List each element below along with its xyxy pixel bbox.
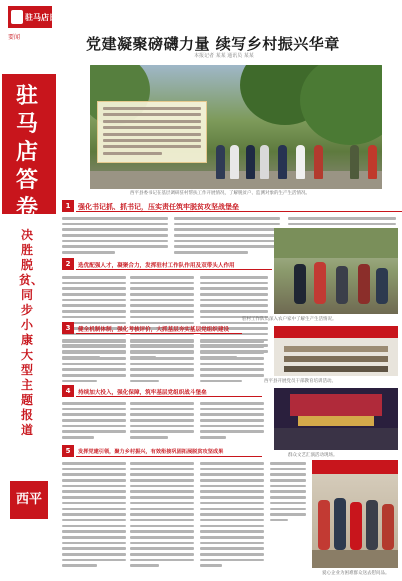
section-header-5 <box>62 445 262 457</box>
section-number: 5 <box>62 445 74 457</box>
text-column <box>200 402 264 442</box>
section-title: 强化书记抓、抓书记，压实责任筑牢脱贫攻坚战堡垒 <box>78 203 239 211</box>
side-photo-caption: 群众文艺汇演活动现场。 <box>288 453 338 458</box>
donation-photo <box>312 460 398 568</box>
text-column <box>200 462 264 570</box>
section-title: 发挥党建引领，聚力乡村振兴，有效衔接巩固拓展脱贫攻坚成果 <box>78 449 224 455</box>
newspaper-logo <box>8 6 65 28</box>
section-number: 3 <box>62 322 74 334</box>
logo-text: 驻马店日报 <box>25 13 65 22</box>
text-column <box>130 402 194 442</box>
section-number: 4 <box>62 385 74 397</box>
section-title: 持续加大投入，强化保障，筑牢基层党组织战斗堡垒 <box>78 390 207 396</box>
text-column <box>62 340 126 386</box>
text-column <box>174 217 280 257</box>
hero-caption: 西平县委书记在基层调研驻村帮扶工作开展情况，了解脱贫户、监测对象的生产生活情况。 <box>130 191 310 196</box>
county-stamp: 西平县 <box>10 481 48 519</box>
logo-mark-icon <box>11 10 23 24</box>
text-column <box>130 462 194 570</box>
section-number: 2 <box>62 258 74 270</box>
section-title: 选优配强人才，凝聚合力，发挥驻村工作队作用及双带头人作用 <box>78 263 235 269</box>
side-photo-caption: 爱心企业为困难群众送去慰问品。 <box>322 571 390 576</box>
section-header-1 <box>62 200 402 212</box>
page-tag: 要闻 <box>8 34 21 41</box>
side-photo-caption: 驻村工作队员深入农户家中了解生产生活情况。 <box>242 317 337 322</box>
farm-visit-photo <box>274 228 398 314</box>
section-header-2 <box>62 258 272 270</box>
text-column <box>62 217 168 257</box>
main-content <box>60 0 402 581</box>
training-meeting-photo <box>274 326 398 376</box>
section-header-4 <box>62 385 262 397</box>
stage-performance-photo <box>274 388 398 450</box>
section-title: 健全机制体制，强化考核评价，大抓基层夯实基层党组织建设 <box>78 327 230 333</box>
series-subtitle: 决胜脱贫、同步小康大型主题报道 <box>19 228 44 437</box>
section-header-3 <box>62 322 242 334</box>
article-headline: 党建凝聚磅礴力量 续写乡村振兴华章 <box>86 35 340 53</box>
text-column <box>200 340 264 386</box>
series-title: 驻马店答卷 <box>15 83 38 221</box>
text-column <box>130 340 194 386</box>
side-photo-caption: 西平县开展党员干部教育培训活动。 <box>264 379 336 384</box>
text-column <box>62 402 126 442</box>
text-column <box>62 462 126 570</box>
text-column <box>270 462 306 525</box>
article-byline: 本报记者 某某 通讯员 某某 <box>194 53 254 59</box>
lead-paragraph-box <box>97 101 207 163</box>
sidebar <box>0 0 65 581</box>
section-number: 1 <box>62 200 74 212</box>
